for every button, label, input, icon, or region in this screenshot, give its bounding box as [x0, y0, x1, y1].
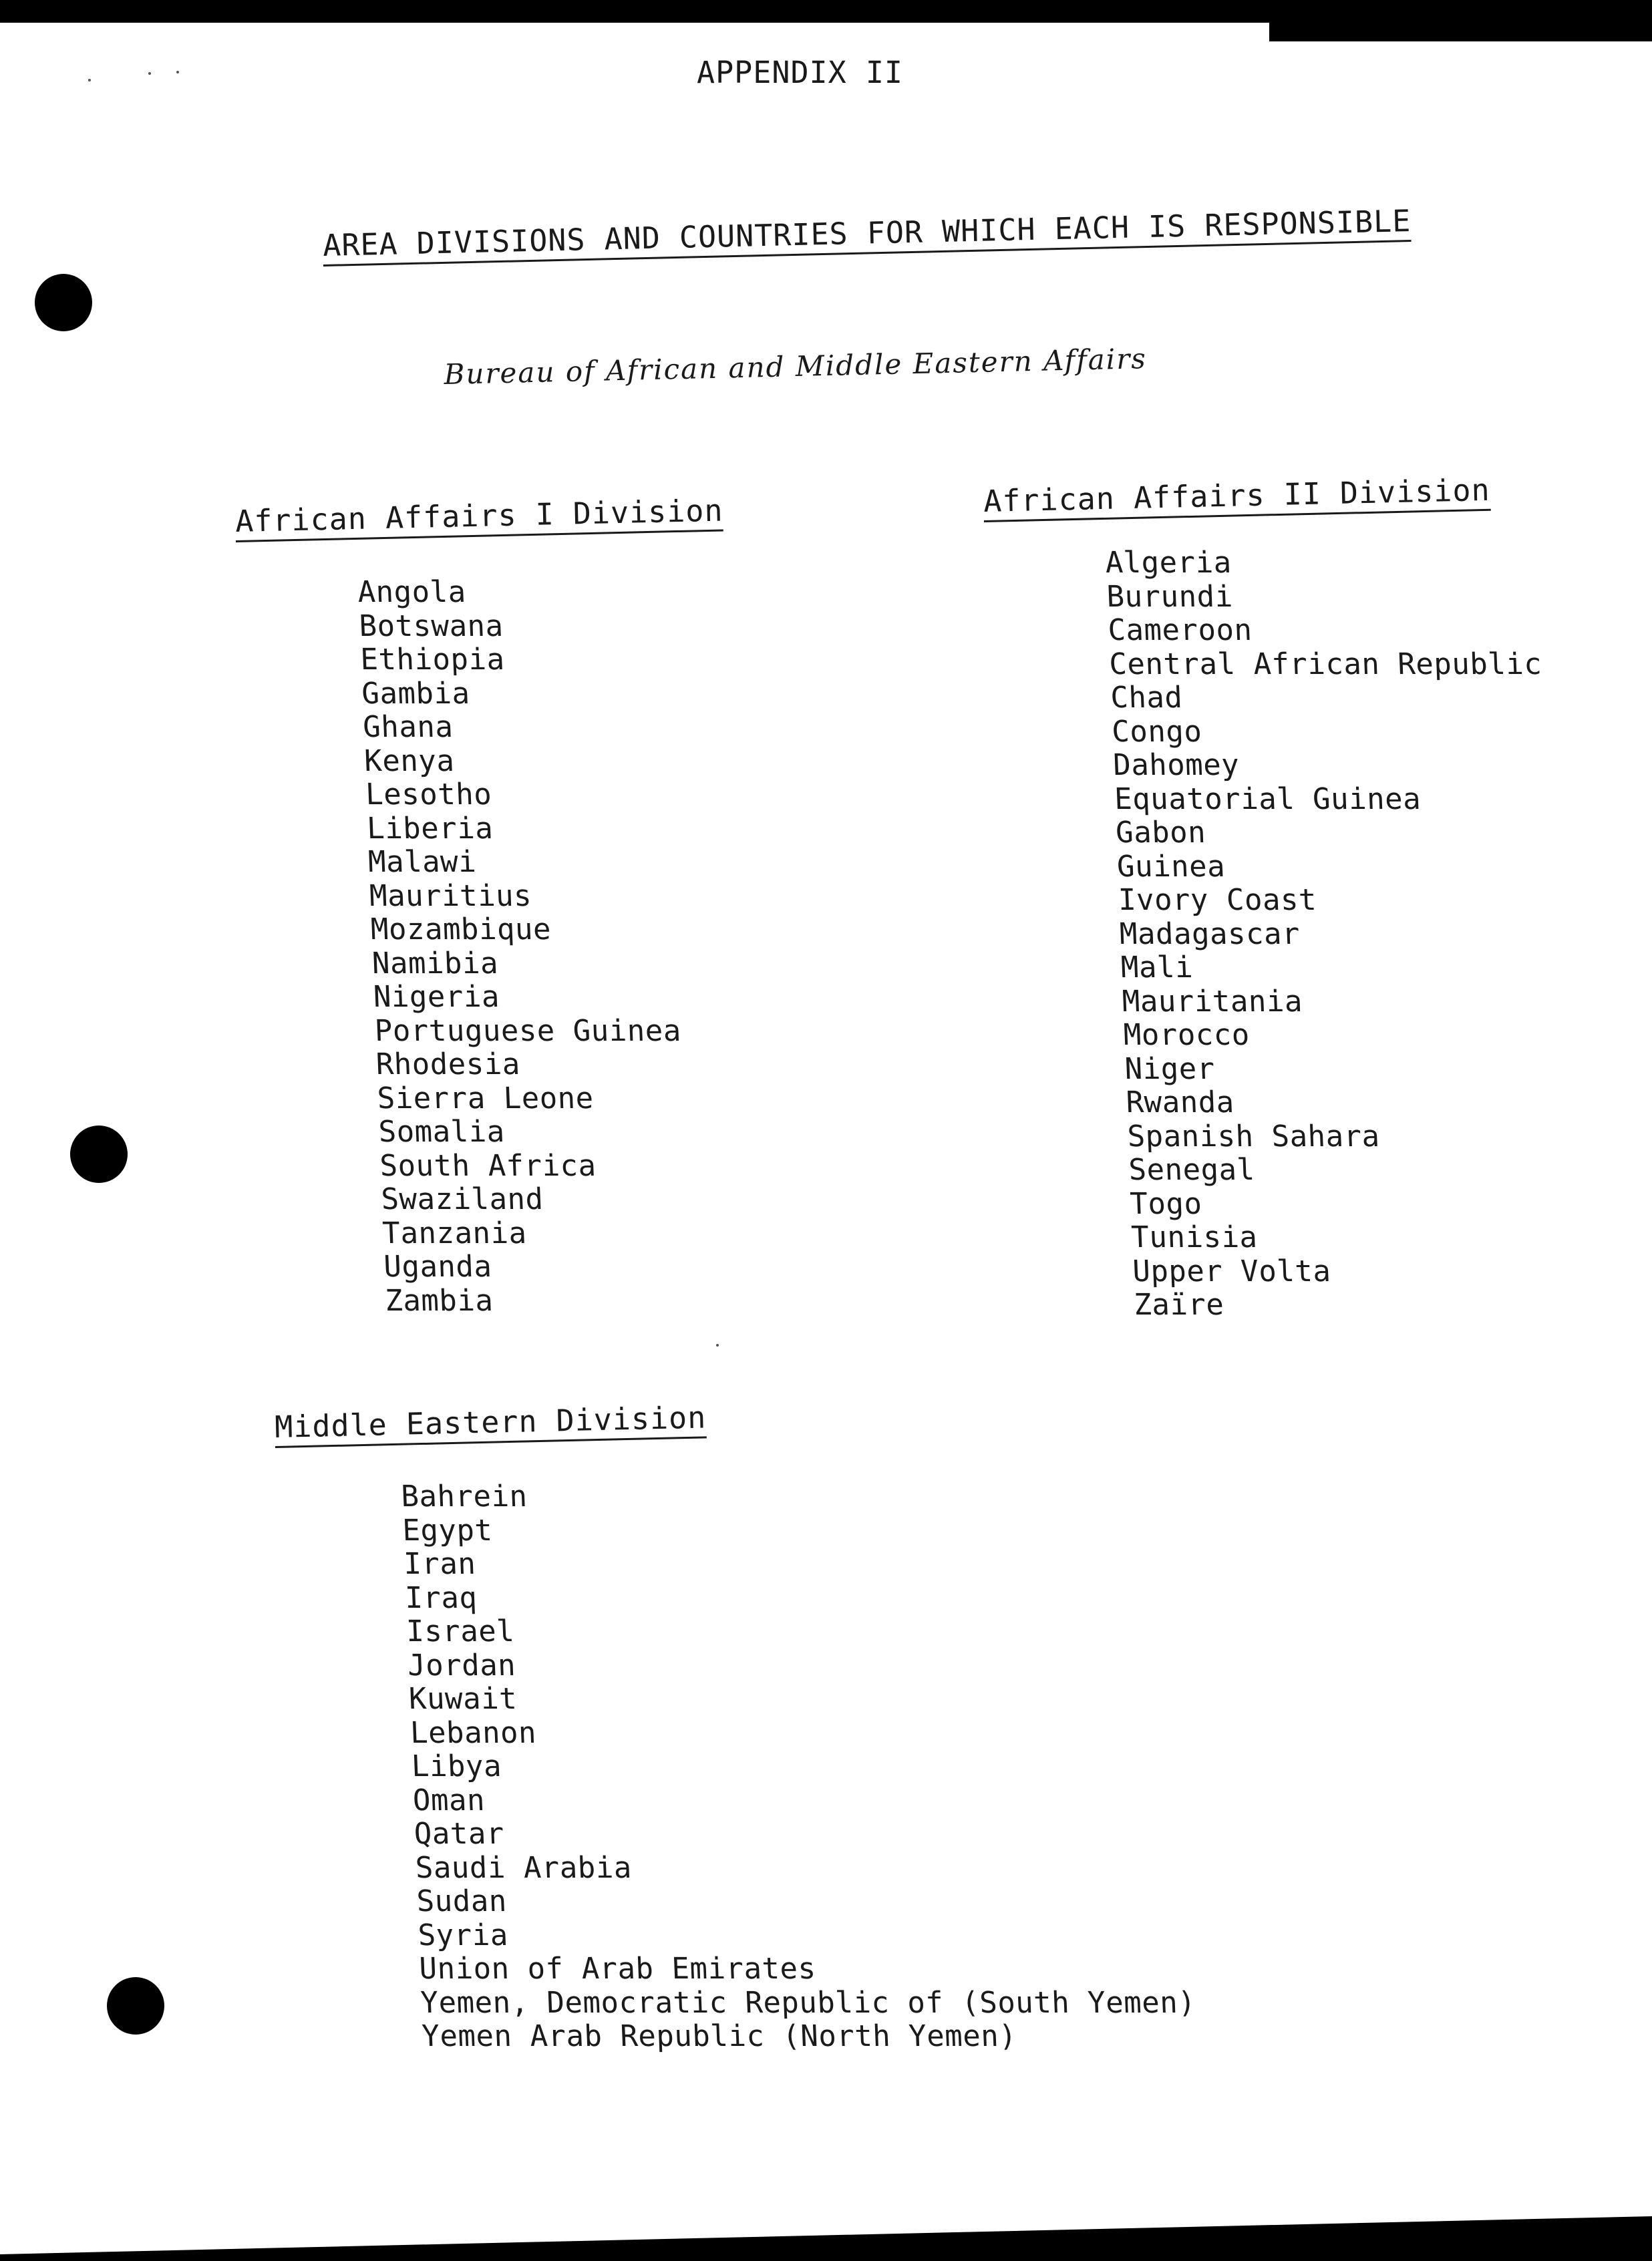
list-item: Central African Republic: [1108, 647, 1543, 681]
list-item: Burundi: [1106, 579, 1234, 614]
list-item: Iraq: [404, 1580, 478, 1615]
list-item: Bahrein: [400, 1480, 528, 1514]
list-item: Chad: [1110, 681, 1184, 715]
list-item: Kuwait: [408, 1682, 518, 1716]
list-item: Tanzania: [381, 1216, 528, 1250]
list-item: Senegal: [1128, 1153, 1256, 1187]
list-item: Morocco: [1122, 1018, 1251, 1052]
list-item: Kenya: [363, 743, 456, 778]
list-item: Libya: [410, 1749, 502, 1783]
scan-edge-top-right: [1269, 0, 1652, 41]
list-item: Iran: [403, 1547, 477, 1581]
list-item: Gambia: [361, 676, 471, 711]
list-item: Ethiopia: [359, 643, 506, 677]
african-affairs-i-list: [357, 576, 693, 1318]
list-item: Union of Arab Emirates: [418, 1952, 817, 1986]
middle-eastern-list: [401, 1480, 1198, 2054]
list-item: Rwanda: [1125, 1085, 1235, 1119]
list-item: Portuguese Guinea: [373, 1013, 682, 1048]
list-item: Somalia: [377, 1115, 506, 1149]
list-item: Gabon: [1115, 816, 1207, 850]
list-item: Cameroon: [1107, 613, 1253, 647]
punch-hole-middle: [70, 1125, 128, 1183]
list-item: Guinea: [1116, 849, 1226, 884]
list-item: Upper Volta: [1132, 1254, 1332, 1288]
list-item: Ghana: [362, 710, 454, 744]
list-item: Jordan: [407, 1648, 517, 1683]
african-affairs-ii-heading: African Affairs II Division: [983, 475, 1491, 522]
list-item: Lebanon: [409, 1715, 537, 1750]
bureau-subtitle: Bureau of African and Middle Eastern Affairs: [443, 342, 1148, 391]
list-item: Congo: [1111, 714, 1203, 749]
list-item: Zaïre: [1133, 1288, 1225, 1322]
scan-speck: [88, 79, 91, 81]
list-item: Namibia: [371, 946, 499, 981]
list-item: Egypt: [401, 1513, 494, 1548]
list-item: South Africa: [379, 1148, 597, 1183]
list-item: Sudan: [416, 1884, 508, 1918]
appendix-label: APPENDIX II: [697, 55, 904, 90]
list-item: Yemen Arab Republic (North Yemen): [421, 2019, 1018, 2053]
list-item: Mozambique: [370, 912, 552, 946]
list-item: Tunisia: [1130, 1220, 1259, 1254]
list-item: Lesotho: [365, 777, 493, 812]
list-item: Israel: [405, 1614, 516, 1648]
list-item: Mauritania: [1121, 984, 1303, 1019]
list-item: Ivory Coast: [1118, 883, 1317, 917]
middle-eastern-heading: Middle Eastern Division: [275, 1402, 707, 1448]
punch-hole-bottom: [107, 1977, 164, 2035]
scan-speck: [148, 72, 151, 75]
list-item: Dahomey: [1112, 748, 1241, 782]
list-item: Zambia: [384, 1283, 494, 1318]
list-item: Mauritius: [369, 878, 532, 913]
list-item: Angola: [357, 575, 467, 609]
scan-speck: [176, 71, 179, 73]
list-item: Swaziland: [380, 1182, 544, 1216]
scan-speck: [716, 1344, 719, 1347]
list-item: Spanish Sahara: [1126, 1119, 1381, 1154]
list-item: Botswana: [358, 608, 504, 643]
list-item: Syria: [417, 1918, 509, 1952]
punch-hole-top: [35, 274, 92, 331]
scan-edge-bottom: [0, 2216, 1652, 2261]
list-item: Liberia: [366, 811, 494, 846]
list-item: Sierra Leone: [376, 1081, 595, 1115]
list-item: Saudi Arabia: [414, 1850, 633, 1885]
african-affairs-i-heading: African Affairs I Division: [235, 495, 723, 542]
list-item: Niger: [1124, 1051, 1216, 1086]
list-item: Oman: [411, 1783, 486, 1817]
list-item: Togo: [1129, 1186, 1203, 1221]
list-item: Malawi: [367, 845, 478, 879]
list-item: Nigeria: [372, 980, 500, 1014]
document-title: AREA DIVISIONS AND COUNTRIES FOR WHICH EACH IS RESPONSIBLE: [323, 206, 1412, 267]
list-item: Yemen, Democratic Republic of (South Yemen): [420, 1985, 1197, 2020]
list-item: Rhodesia: [375, 1047, 521, 1081]
list-item: Uganda: [383, 1250, 493, 1284]
list-item: Qatar: [413, 1817, 505, 1851]
african-affairs-ii-list: [1105, 546, 1567, 1323]
list-item: Equatorial Guinea: [1114, 781, 1422, 816]
list-item: Madagascar: [1118, 916, 1301, 951]
list-item: Algeria: [1104, 546, 1232, 580]
list-item: Mali: [1120, 950, 1194, 985]
